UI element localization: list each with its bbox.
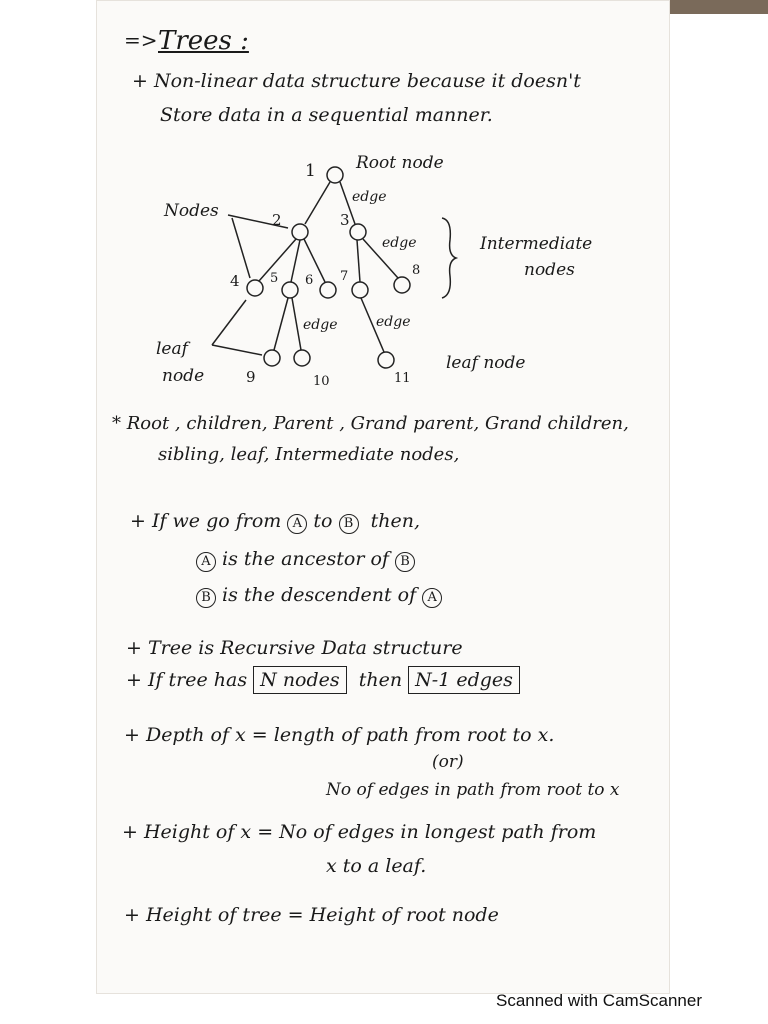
leaf-label-1: leaf	[156, 339, 188, 359]
node-number-4: 4	[230, 272, 240, 290]
leaf-label-2: node	[162, 366, 205, 386]
circle-b: B	[339, 514, 359, 534]
node-11	[378, 352, 394, 368]
leaf-node-label: leaf node	[446, 353, 526, 373]
intro-line-1: + Non-linear data structure because it doesn't	[132, 70, 581, 92]
node-number-5: 5	[270, 271, 279, 286]
node-10	[294, 350, 310, 366]
height-line-2: x to a leaf.	[326, 855, 427, 877]
node-number-6: 6	[305, 273, 314, 288]
edge-label-root: edge	[352, 189, 387, 205]
edge-3-7	[357, 240, 360, 282]
circle-a-2: A	[196, 552, 216, 572]
recursive-line: + Tree is Recursive Data structure	[126, 637, 463, 659]
nodes-pointer-to-4	[232, 218, 250, 278]
circle-b-2: B	[395, 552, 415, 572]
node-8	[394, 277, 410, 293]
descendent-text: is the descendent of	[222, 584, 417, 606]
edge-1-2	[305, 182, 330, 224]
node-3	[350, 224, 366, 240]
node-number-9: 9	[246, 368, 256, 386]
tree-height-line: + Height of tree = Height of root node	[124, 904, 499, 926]
edges-line	[126, 671, 520, 690]
node-4	[247, 280, 263, 296]
ancestor-line-2	[196, 550, 415, 572]
node-number-7: 7	[340, 269, 349, 284]
node-2	[292, 224, 308, 240]
edges-intro: + If tree has	[126, 669, 248, 691]
node-6	[320, 282, 336, 298]
intro-line-2: Store data in a sequential manner.	[160, 104, 493, 126]
ancestor-text: is the ancestor of	[222, 548, 389, 570]
heading-arrow: =>	[124, 28, 158, 52]
node-number-10: 10	[313, 374, 330, 389]
edge-label-5: edge	[303, 317, 338, 333]
node-number-11: 11	[394, 371, 411, 386]
terms-line-1: * Root , children, Parent , Grand parent, Grand children,	[112, 413, 629, 434]
then-word: then,	[370, 510, 421, 532]
node-9	[264, 350, 280, 366]
then-word-2: then	[358, 669, 403, 691]
node-number-3: 3	[340, 211, 350, 229]
node-number-2: 2	[272, 211, 282, 229]
edge-5-10	[292, 298, 301, 350]
to-word: to	[313, 510, 333, 532]
height-line-1: + Height of x = No of edges in longest path from	[122, 821, 597, 843]
n-minus-1-edges-box: N-1 edges	[408, 666, 520, 694]
node-number-1: 1	[305, 161, 316, 181]
edge-2-5	[291, 240, 300, 282]
depth-line-3: No of edges in path from root to x	[326, 780, 620, 800]
edge-label-7: edge	[376, 314, 411, 330]
descendent-line	[196, 586, 442, 608]
depth-line-1: + Depth of x = length of path from root to x.	[124, 724, 555, 746]
terms-line-2: sibling, leaf, Intermediate nodes,	[158, 444, 460, 465]
leaf-pointer-2	[212, 345, 262, 355]
left-margin	[0, 0, 96, 1024]
intermediate-brace	[442, 218, 456, 298]
intermediate-label-1: Intermediate	[480, 234, 593, 254]
leaf-pointer-1	[212, 300, 246, 345]
camscanner-watermark: Scanned with CamScanner	[496, 991, 703, 1010]
edge-label-3-8: edge	[382, 235, 417, 251]
ancestor-line-1	[130, 512, 420, 534]
root-node-label: Root node	[356, 153, 444, 173]
depth-or: (or)	[432, 752, 464, 772]
circle-a-3: A	[422, 588, 442, 608]
page-title: Trees :	[158, 26, 249, 56]
node-5	[282, 282, 298, 298]
node-1	[327, 167, 343, 183]
edge-5-9	[274, 298, 288, 350]
ancestor-intro-text: + If we go from	[130, 510, 282, 532]
node-number-8: 8	[412, 263, 421, 278]
nodes-label: Nodes	[164, 201, 219, 221]
circle-a: A	[287, 514, 307, 534]
circle-b-3: B	[196, 588, 216, 608]
n-nodes-box: N nodes	[253, 666, 347, 694]
intermediate-label-2: nodes	[524, 260, 575, 280]
node-7	[352, 282, 368, 298]
